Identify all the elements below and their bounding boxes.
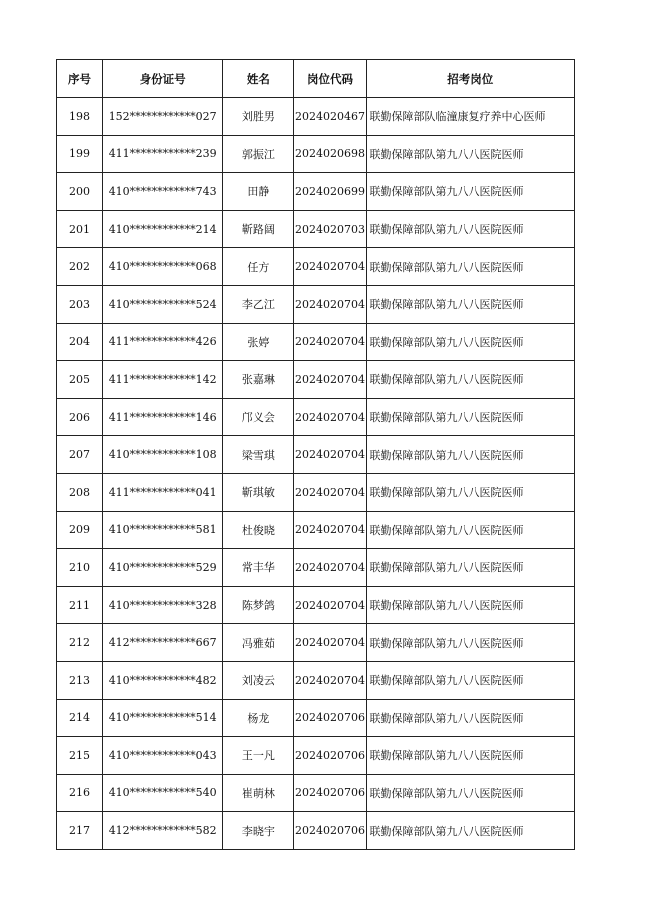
cell-name: 李乙江 xyxy=(223,285,294,323)
cell-post-code: 2024020706 xyxy=(294,737,366,775)
cell-post: 联勤保障部队第九八八医院医师 xyxy=(366,549,574,587)
cell-serial-number: 202 xyxy=(57,248,103,286)
table-row xyxy=(57,473,575,511)
cell-serial-number: 211 xyxy=(57,586,103,624)
table-row xyxy=(57,774,575,812)
table-row xyxy=(57,98,575,136)
table-row xyxy=(57,436,575,474)
cell-id-number: 152************027 xyxy=(103,98,223,136)
cell-id-number: 411************142 xyxy=(103,361,223,399)
cell-post-code: 2024020704 xyxy=(294,398,366,436)
cell-post-code: 2024020706 xyxy=(294,699,366,737)
header-name: 姓名 xyxy=(223,60,294,98)
cell-post: 联勤保障部队第九八八医院医师 xyxy=(366,323,574,361)
cell-post: 联勤保障部队第九八八医院医师 xyxy=(366,586,574,624)
cell-post-code: 2024020704 xyxy=(294,586,366,624)
cell-id-number: 410************540 xyxy=(103,774,223,812)
cell-post: 联勤保障部队第九八八医院医师 xyxy=(366,737,574,775)
table-header-row xyxy=(57,60,575,98)
cell-id-number: 410************514 xyxy=(103,699,223,737)
cell-id-number: 410************529 xyxy=(103,549,223,587)
cell-serial-number: 199 xyxy=(57,135,103,173)
cell-name: 李晓宇 xyxy=(223,812,294,850)
cell-post: 联勤保障部队第九八八医院医师 xyxy=(366,361,574,399)
cell-name: 陈梦鸽 xyxy=(223,586,294,624)
cell-serial-number: 210 xyxy=(57,549,103,587)
table-row xyxy=(57,812,575,850)
table-row xyxy=(57,661,575,699)
table-row xyxy=(57,549,575,587)
cell-name: 田静 xyxy=(223,173,294,211)
cell-id-number: 411************426 xyxy=(103,323,223,361)
cell-post: 联勤保障部队第九八八医院医师 xyxy=(366,436,574,474)
cell-name: 张婷 xyxy=(223,323,294,361)
cell-post-code: 2024020706 xyxy=(294,812,366,850)
cell-post-code: 2024020703 xyxy=(294,210,366,248)
cell-post-code: 2024020704 xyxy=(294,436,366,474)
cell-post-code: 2024020706 xyxy=(294,774,366,812)
header-post-code: 岗位代码 xyxy=(294,60,366,98)
cell-post: 联勤保障部队第九八八医院医师 xyxy=(366,285,574,323)
cell-id-number: 410************524 xyxy=(103,285,223,323)
cell-serial-number: 208 xyxy=(57,473,103,511)
cell-id-number: 410************068 xyxy=(103,248,223,286)
cell-post-code: 2024020699 xyxy=(294,173,366,211)
cell-post: 联勤保障部队第九八八医院医师 xyxy=(366,661,574,699)
cell-post: 联勤保障部队第九八八医院医师 xyxy=(366,812,574,850)
header-post: 招考岗位 xyxy=(366,60,574,98)
cell-id-number: 411************041 xyxy=(103,473,223,511)
cell-name: 崔萌林 xyxy=(223,774,294,812)
cell-serial-number: 198 xyxy=(57,98,103,136)
cell-post: 联勤保障部队第九八八医院医师 xyxy=(366,210,574,248)
table-row xyxy=(57,511,575,549)
cell-name: 靳路阔 xyxy=(223,210,294,248)
cell-serial-number: 205 xyxy=(57,361,103,399)
cell-post-code: 2024020704 xyxy=(294,549,366,587)
table-row xyxy=(57,135,575,173)
cell-serial-number: 213 xyxy=(57,661,103,699)
cell-id-number: 411************239 xyxy=(103,135,223,173)
cell-name: 常丰华 xyxy=(223,549,294,587)
cell-post: 联勤保障部队第九八八医院医师 xyxy=(366,473,574,511)
cell-post-code: 2024020704 xyxy=(294,473,366,511)
cell-post-code: 2024020704 xyxy=(294,248,366,286)
table-row xyxy=(57,699,575,737)
table-row xyxy=(57,285,575,323)
cell-name: 靳琪敏 xyxy=(223,473,294,511)
cell-id-number: 412************667 xyxy=(103,624,223,662)
cell-id-number: 412************582 xyxy=(103,812,223,850)
cell-name: 杨龙 xyxy=(223,699,294,737)
table-row xyxy=(57,361,575,399)
cell-post: 联勤保障部队第九八八医院医师 xyxy=(366,398,574,436)
cell-id-number: 410************043 xyxy=(103,737,223,775)
cell-name: 冯雅茹 xyxy=(223,624,294,662)
cell-serial-number: 209 xyxy=(57,511,103,549)
cell-post: 联勤保障部队临潼康复疗养中心医师 xyxy=(366,98,574,136)
cell-id-number: 411************146 xyxy=(103,398,223,436)
cell-post: 联勤保障部队第九八八医院医师 xyxy=(366,511,574,549)
cell-serial-number: 204 xyxy=(57,323,103,361)
cell-serial-number: 207 xyxy=(57,436,103,474)
cell-id-number: 410************214 xyxy=(103,210,223,248)
cell-post-code: 2024020704 xyxy=(294,285,366,323)
cell-post: 联勤保障部队第九八八医院医师 xyxy=(366,135,574,173)
cell-serial-number: 216 xyxy=(57,774,103,812)
cell-id-number: 410************581 xyxy=(103,511,223,549)
candidate-table xyxy=(56,59,575,850)
cell-name: 任方 xyxy=(223,248,294,286)
cell-serial-number: 215 xyxy=(57,737,103,775)
cell-post-code: 2024020698 xyxy=(294,135,366,173)
table-row xyxy=(57,586,575,624)
table-row xyxy=(57,248,575,286)
cell-name: 郭振江 xyxy=(223,135,294,173)
cell-id-number: 410************482 xyxy=(103,661,223,699)
table-row xyxy=(57,398,575,436)
cell-post: 联勤保障部队第九八八医院医师 xyxy=(366,173,574,211)
cell-serial-number: 212 xyxy=(57,624,103,662)
cell-name: 王一凡 xyxy=(223,737,294,775)
cell-id-number: 410************743 xyxy=(103,173,223,211)
cell-post: 联勤保障部队第九八八医院医师 xyxy=(366,624,574,662)
table-row xyxy=(57,173,575,211)
cell-name: 杜俊晓 xyxy=(223,511,294,549)
table-row xyxy=(57,737,575,775)
cell-id-number: 410************108 xyxy=(103,436,223,474)
cell-post-code: 2024020704 xyxy=(294,624,366,662)
header-serial-number: 序号 xyxy=(57,60,103,98)
cell-name: 梁雪琪 xyxy=(223,436,294,474)
table-row xyxy=(57,624,575,662)
cell-name: 张嘉琳 xyxy=(223,361,294,399)
cell-post: 联勤保障部队第九八八医院医师 xyxy=(366,774,574,812)
table-row xyxy=(57,210,575,248)
table-row xyxy=(57,323,575,361)
cell-serial-number: 201 xyxy=(57,210,103,248)
cell-post-code: 2024020704 xyxy=(294,661,366,699)
cell-serial-number: 200 xyxy=(57,173,103,211)
table-body xyxy=(57,98,575,850)
cell-name: 刘凌云 xyxy=(223,661,294,699)
cell-name: 刘胜男 xyxy=(223,98,294,136)
cell-post-code: 2024020704 xyxy=(294,511,366,549)
cell-post-code: 2024020467 xyxy=(294,98,366,136)
cell-serial-number: 203 xyxy=(57,285,103,323)
cell-id-number: 410************328 xyxy=(103,586,223,624)
cell-serial-number: 214 xyxy=(57,699,103,737)
cell-post-code: 2024020704 xyxy=(294,361,366,399)
cell-post-code: 2024020704 xyxy=(294,323,366,361)
cell-post: 联勤保障部队第九八八医院医师 xyxy=(366,699,574,737)
header-id-number: 身份证号 xyxy=(103,60,223,98)
cell-serial-number: 206 xyxy=(57,398,103,436)
cell-serial-number: 217 xyxy=(57,812,103,850)
cell-name: 邝义会 xyxy=(223,398,294,436)
cell-post: 联勤保障部队第九八八医院医师 xyxy=(366,248,574,286)
